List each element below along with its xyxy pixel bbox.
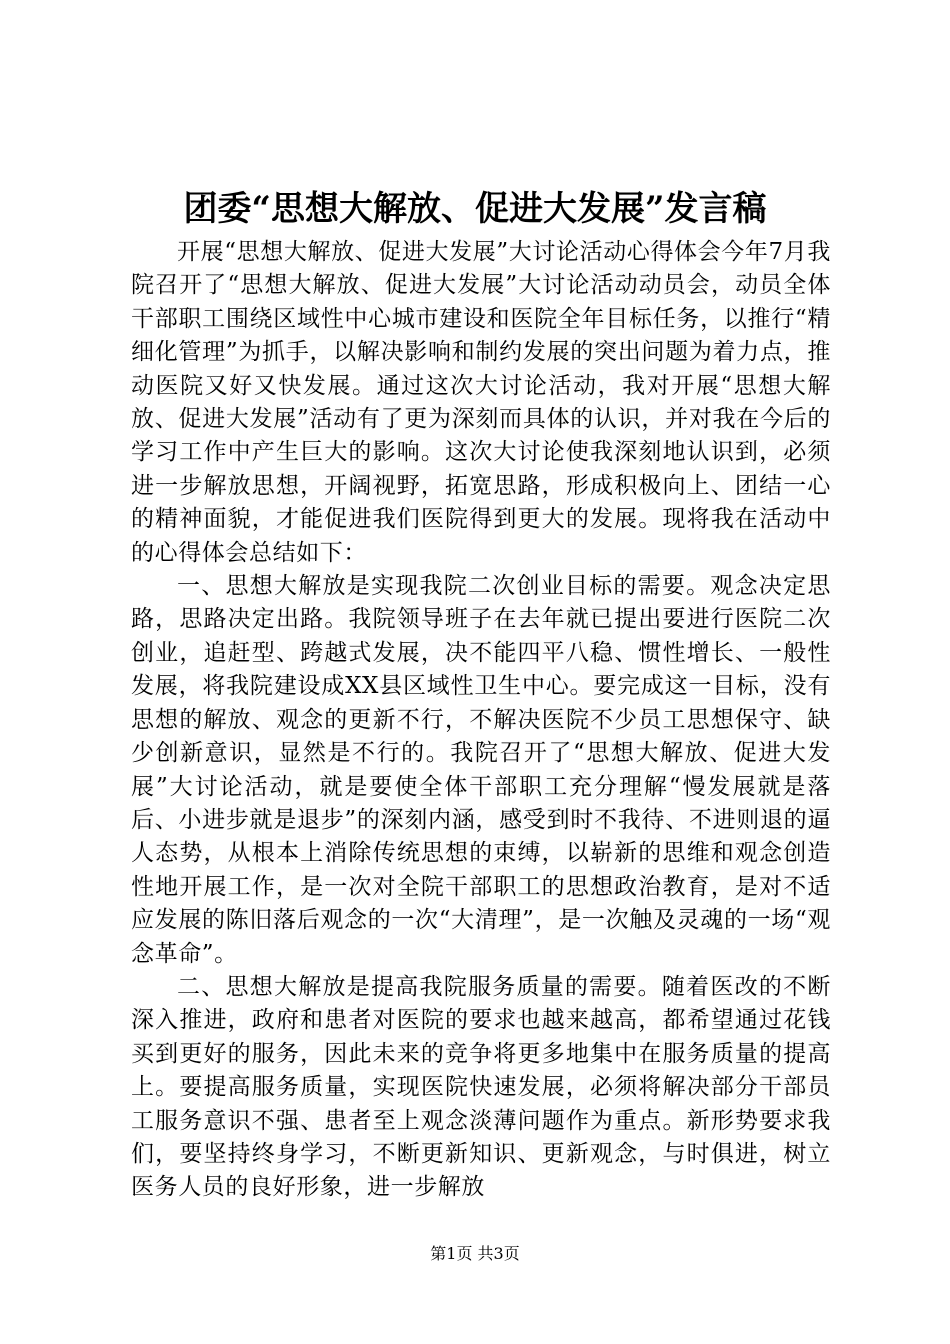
paragraph-intro: 开展“思想大解放、促进大发展”大讨论活动心得体会今年7月我院召开了“思想大解放、促进大发展”大讨论活动动员会，动员全体干部职工围绕区域性中心城市建设和医院全年目标任务，以推行“精细化管理”为抓手，以解决影响和制约发展的突出问题为着力点，推动医院又好又快发展。通过这次大讨论活动，我对开展“思想大解放、促进大发展”活动有了更为深刻而具体的认识，并对我在今后的学习工作中产生巨大的影响。这次大讨论使我深刻地认识到，必须进一步解放思想，开阔视野，拓宽思路，形成积极向上、团结一心的精神面貌，才能促进我们医院得到更大的发展。现将我在活动中的心得体会总结如下：	[131, 239, 831, 566]
document-title: 团委“思想大解放、促进大发展”发言稿	[183, 189, 767, 229]
document-body	[131, 236, 831, 1205]
page-number-footer: 第1页 共3页	[430, 1244, 520, 1263]
paragraph-section-1: 一、思想大解放是实现我院二次创业目标的需要。观念决定思路，思路决定出路。我院领导班子在去年就已提出要进行医院二次创业，追赶型、跨越式发展，决不能四平八稳、惯性增长、一般性发展，将我院建设成XX县区域性卫生中心。要完成这一目标，没有思想的解放、观念的更新不行，不解决医院不少员工思想保守、缺少创新意识，显然是不行的。我院召开了“思想大解放、促进大发展”大讨论活动，就是要使全体干部职工充分理解“慢发展就是落后、小进步就是退步”的深刻内涵，感受到时不我待、不进则退的逼人态势，从根本上消除传统思想的束缚，以崭新的思维和观念创造性地开展工作，是一次对全院干部职工的思想政治教育，是对不适应发展的陈旧落后观念的一次“大清理”，是一次触及灵魂的一场“观念革命”。	[131, 573, 831, 967]
paragraph-section-2: 二、思想大解放是提高我院服务质量的需要。随着医改的不断深入推进，政府和患者对医院的要求也越来越高，都希望通过花钱买到更好的服务，因此未来的竞争将更多地集中在服务质量的提高上。要提高服务质量，实现医院快速发展，必须将解决部分干部员工服务意识不强、患者至上观念淡薄问题作为重点。新形势要求我们，要坚持终身学习，不断更新知识、更新观念，与时俱进，树立医务人员的良好形象，进一步解放	[131, 973, 831, 1201]
